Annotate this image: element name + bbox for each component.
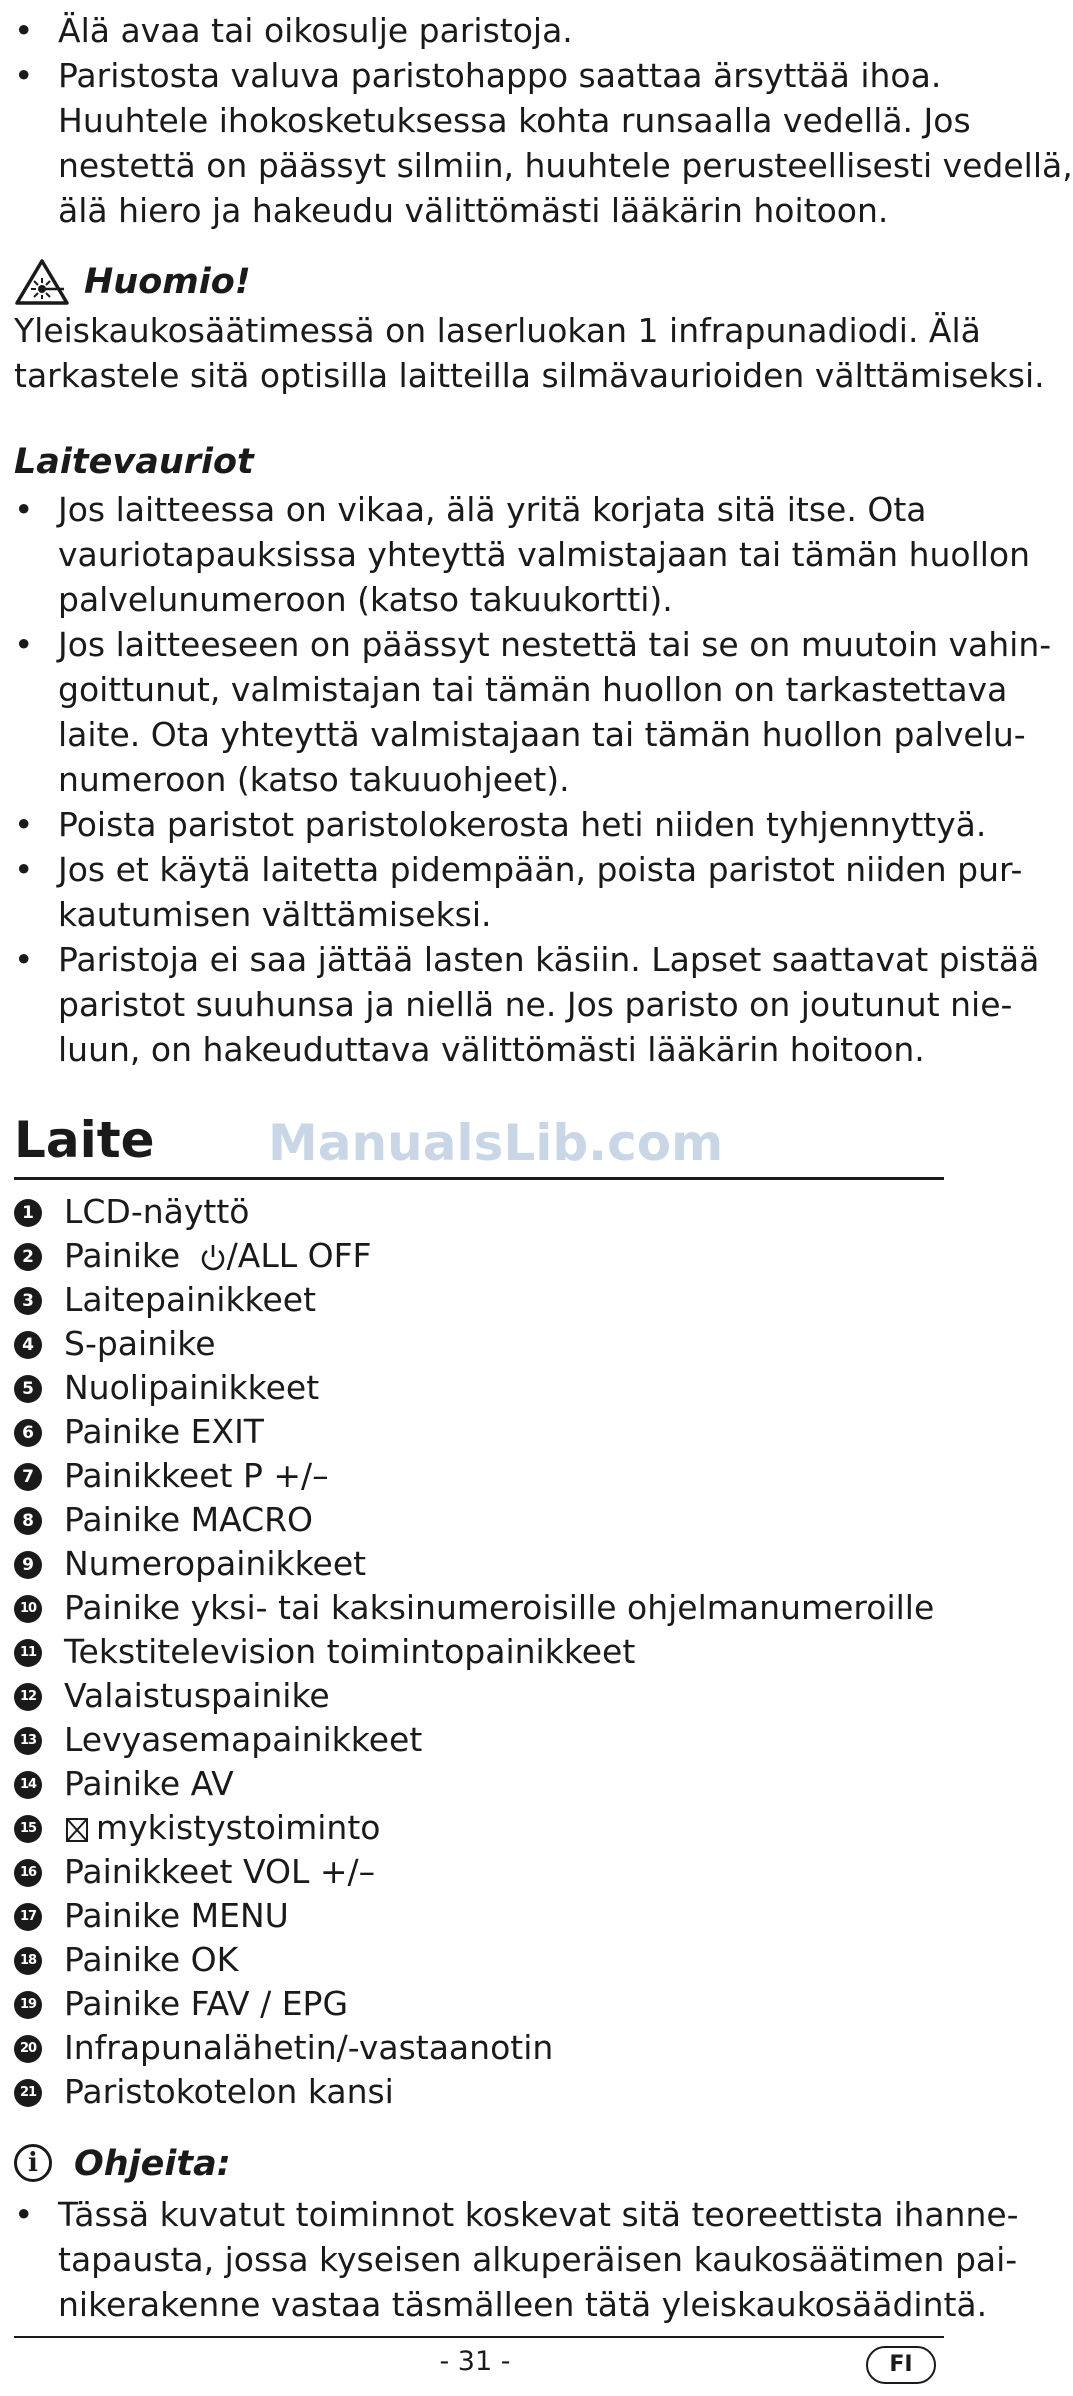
part-label: LCD-näyttö — [64, 1192, 250, 1231]
part-number: 2 — [14, 1243, 42, 1271]
part-item — [14, 1674, 944, 1718]
part-number: 17 — [14, 1903, 42, 1931]
part-label: Tekstitelevision toimintopainikkeet — [64, 1632, 636, 1671]
part-label: Painike — [64, 1236, 181, 1275]
part-number: 8 — [14, 1507, 42, 1535]
part-label: Infrapunalähetin/-vastaanotin — [64, 2028, 554, 2067]
part-item — [14, 1454, 944, 1498]
info-title: Ohjeita: — [74, 2144, 231, 2184]
part-label: Nuolipainikkeet — [64, 1368, 320, 1407]
watermark: ManualsLib.com — [268, 1114, 724, 1172]
text-line: numeroon (katso takuuohjeet). — [58, 760, 570, 799]
part-label-suffix: /ALL OFF — [226, 1236, 372, 1275]
part-number: 20 — [14, 2035, 42, 2063]
part-number: 19 — [14, 1991, 42, 2019]
warning-text — [14, 308, 1045, 398]
part-label: Painike AV — [64, 1764, 234, 1803]
part-label: Painike EXIT — [64, 1412, 264, 1451]
text-line: älä hiero ja hakeudu välittömästi lääkärin hoitoon. — [58, 191, 889, 230]
part-number: 7 — [14, 1463, 42, 1491]
section-divider — [14, 1177, 944, 1180]
mute-icon — [64, 1816, 90, 1844]
part-item — [14, 1410, 944, 1454]
text-line: Jos et käytä laitetta pidempään, poista paristot niiden pur- — [58, 850, 1023, 889]
part-number: 6 — [14, 1419, 42, 1447]
part-item — [14, 1806, 944, 1850]
text-line: kautumisen välttämiseksi. — [58, 895, 492, 934]
text-line: tapausta, jossa kyseisen alkuperäisen kaukosäätimen pai- — [58, 2240, 1018, 2279]
part-label: Painike yksi- tai kaksinumeroisille ohjelmanumeroille — [64, 1588, 935, 1627]
part-number: 12 — [14, 1683, 42, 1711]
text-line: nikerakenne vastaa täsmälleen tätä yleiskaukosäädintä. — [58, 2285, 988, 2324]
text-line: Älä avaa tai oikosulje paristoja. — [58, 11, 573, 50]
part-item — [14, 1190, 944, 1234]
manual-page: • Älä avaa tai oikosulje paristoja. • Paristosta valuva paristohappo saattaa ärsyttää ihoa. Huuhtele ihokosketuksessa kohta runsaalla vedellä. Jos nestettä on päässyt silmiin, huuhtele perusteellisesti vedellä, älä hiero ja hakeudu välittömästi lääkärin hoitoon. Huomio! Yleiskaukosäätimessä on laserluokan 1 infrapunadiodi. Älä tarkastele sitä optisilla laitteilla silmävaurioiden välttämiseksi. Laitevauriot • Jos laitteessa on vikaa, älä yritä korjata sitä itse. Ota vauriotapauksissa yhteyttä valmistajaan tai tämän huollon palvelunumeroon (katso takuukortti). • Jos laitteeseen on päässyt nestettä tai se on muutoin vahin- goittunut, valmistajan tai tämän huollon on tarkastettava laite. Ota yhteyttä valmistajaan tai tämän huollon palvelu- numeroon (katso takuuohjeet). • Poista paristot paristolokerosta heti niiden tyhjennyttyä. • Jos et käytä laitetta pidempään, poista paristot niiden pur- kautumisen välttämiseksi. • Paristoja ei saa jättää lasten käsiin. Lapset saattavat pistää paristot suuhunsa ja niellä ne. Jos paristo on joutunut nie- luun, on hakeuduttava välittömästi lääkärin hoitoon. Laite ManualsLib.com 1 LCD-näyttö 2 Painike /ALL OFF 3 Laitepainikkeet 4 S-painike 5 Nuolipainikkeet 6 Painike EXIT 7 Painikkeet P +/– 8 Painike MACRO 9 Numeropainikkeet 10 Painike yksi- tai kaksinumeroisille ohjelmanumeroille 11 Tekstitelevision toimintopainikkeet 12 Valaistuspainike 13 Levyasemapainikkeet 14 Painike AV 15 mykistystoiminto 16 Painikkeet VOL +/– 17 Painike MENU 18 Painike OK 19 Painike FAV / EPG 20 Infrapunalähetin/-vastaanotin 21 Paristokotelon kansi i Ohjeita: • Tässä kuvatut toiminnot koskevat sitä teoreettista ihanne- tapausta, jossa kyseisen alkuperäisen kaukosäätimen pai- nikerakenne vastaa täsmälleen tätä yleiskaukosäädintä. - 31 - FI — [0, 0, 950, 2396]
part-item — [14, 1542, 944, 1586]
text-line: luun, on hakeuduttava välittömästi lääkärin hoitoon. — [58, 1030, 925, 1069]
text-line: Tässä kuvatut toiminnot koskevat sitä teoreettista ihanne- — [58, 2195, 1019, 2234]
part-label: Painikkeet P +/– — [64, 1456, 329, 1495]
part-item — [14, 1850, 944, 1894]
part-item — [14, 1630, 944, 1674]
part-number: 15 — [14, 1815, 42, 1843]
text-line: paristot suuhunsa ja niellä ne. Jos paristo on joutunut nie- — [58, 985, 1013, 1024]
text-line: Jos laitteessa on vikaa, älä yritä korjata sitä itse. Ota — [58, 490, 927, 529]
text-line: Yleiskaukosäätimessä on laserluokan 1 infrapunadiodi. Älä — [14, 311, 981, 350]
part-label: Numeropainikkeet — [64, 1544, 367, 1583]
text-line: Paristosta valuva paristohappo saattaa ärsyttää ihoa. — [58, 56, 942, 95]
part-number: 3 — [14, 1287, 42, 1315]
part-number: 5 — [14, 1375, 42, 1403]
part-item — [14, 2070, 944, 2114]
part-label: Levyasemapainikkeet — [64, 1720, 423, 1759]
part-label: mykistystoiminto — [96, 1808, 381, 1847]
part-label: Paristokotelon kansi — [64, 2072, 394, 2111]
part-item — [14, 1234, 944, 1278]
text-line: vauriotapauksissa yhteyttä valmistajaan tai tämän huollon — [58, 535, 1031, 574]
text-line: Jos laitteeseen on päässyt nestettä tai se on muutoin vahin- — [58, 625, 1052, 664]
warning-title: Huomio! — [84, 262, 251, 302]
part-number: 14 — [14, 1771, 42, 1799]
part-item — [14, 1718, 944, 1762]
info-icon: i — [14, 2144, 52, 2182]
part-number: 16 — [14, 1859, 42, 1887]
part-label: Painike OK — [64, 1940, 239, 1979]
power-icon — [199, 1242, 227, 1274]
section-title: Laite — [14, 1111, 155, 1169]
part-number: 18 — [14, 1947, 42, 1975]
part-number: 4 — [14, 1331, 42, 1359]
laser-warning-icon — [14, 258, 70, 306]
part-label: Painike MACRO — [64, 1500, 314, 1539]
language-badge: FI — [866, 2346, 936, 2384]
part-number: 21 — [14, 2079, 42, 2107]
part-item — [14, 1894, 944, 1938]
text-line: Huuhtele ihokosketuksessa kohta runsaalla vedellä. Jos — [58, 101, 971, 140]
footer-divider — [14, 2336, 944, 2338]
text-line: Poista paristot paristolokerosta heti niiden tyhjennyttyä. — [58, 805, 987, 844]
text-line: goittunut, valmistajan tai tämän huollon on tarkastettava — [58, 670, 1008, 709]
part-label: S-painike — [64, 1324, 216, 1363]
text-line: nestettä on päässyt silmiin, huuhtele perusteellisesti vedellä, — [58, 146, 1073, 185]
text-line: Paristoja ei saa jättää lasten käsiin. Lapset saattavat pistää — [58, 940, 1040, 979]
part-label: Valaistuspainike — [64, 1676, 330, 1715]
part-item — [14, 1322, 944, 1366]
part-item — [14, 1498, 944, 1542]
part-label: Laitepainikkeet — [64, 1280, 317, 1319]
page-number: - 31 - — [439, 2346, 511, 2377]
part-label: Painike FAV / EPG — [64, 1984, 349, 2023]
part-item — [14, 1762, 944, 1806]
part-number: 10 — [14, 1595, 42, 1623]
part-item — [14, 1366, 944, 1410]
part-item — [14, 1938, 944, 1982]
part-item — [14, 2026, 944, 2070]
part-label: Painike MENU — [64, 1896, 289, 1935]
part-number: 1 — [14, 1199, 42, 1227]
part-item — [14, 1982, 944, 2026]
part-number: 13 — [14, 1727, 42, 1755]
part-number: 11 — [14, 1639, 42, 1667]
part-label: Painikkeet VOL +/– — [64, 1852, 376, 1891]
part-item — [14, 1586, 944, 1630]
part-item — [14, 1278, 944, 1322]
text-line: palvelunumeroon (katso takuukortti). — [58, 580, 673, 619]
part-number: 9 — [14, 1551, 42, 1579]
text-line: laite. Ota yhteyttä valmistajaan tai tämän huollon palvelu- — [58, 715, 1026, 754]
subsection-title: Laitevauriot — [14, 442, 254, 482]
text-line: tarkastele sitä optisilla laitteilla silmävaurioiden välttämiseksi. — [14, 356, 1045, 395]
